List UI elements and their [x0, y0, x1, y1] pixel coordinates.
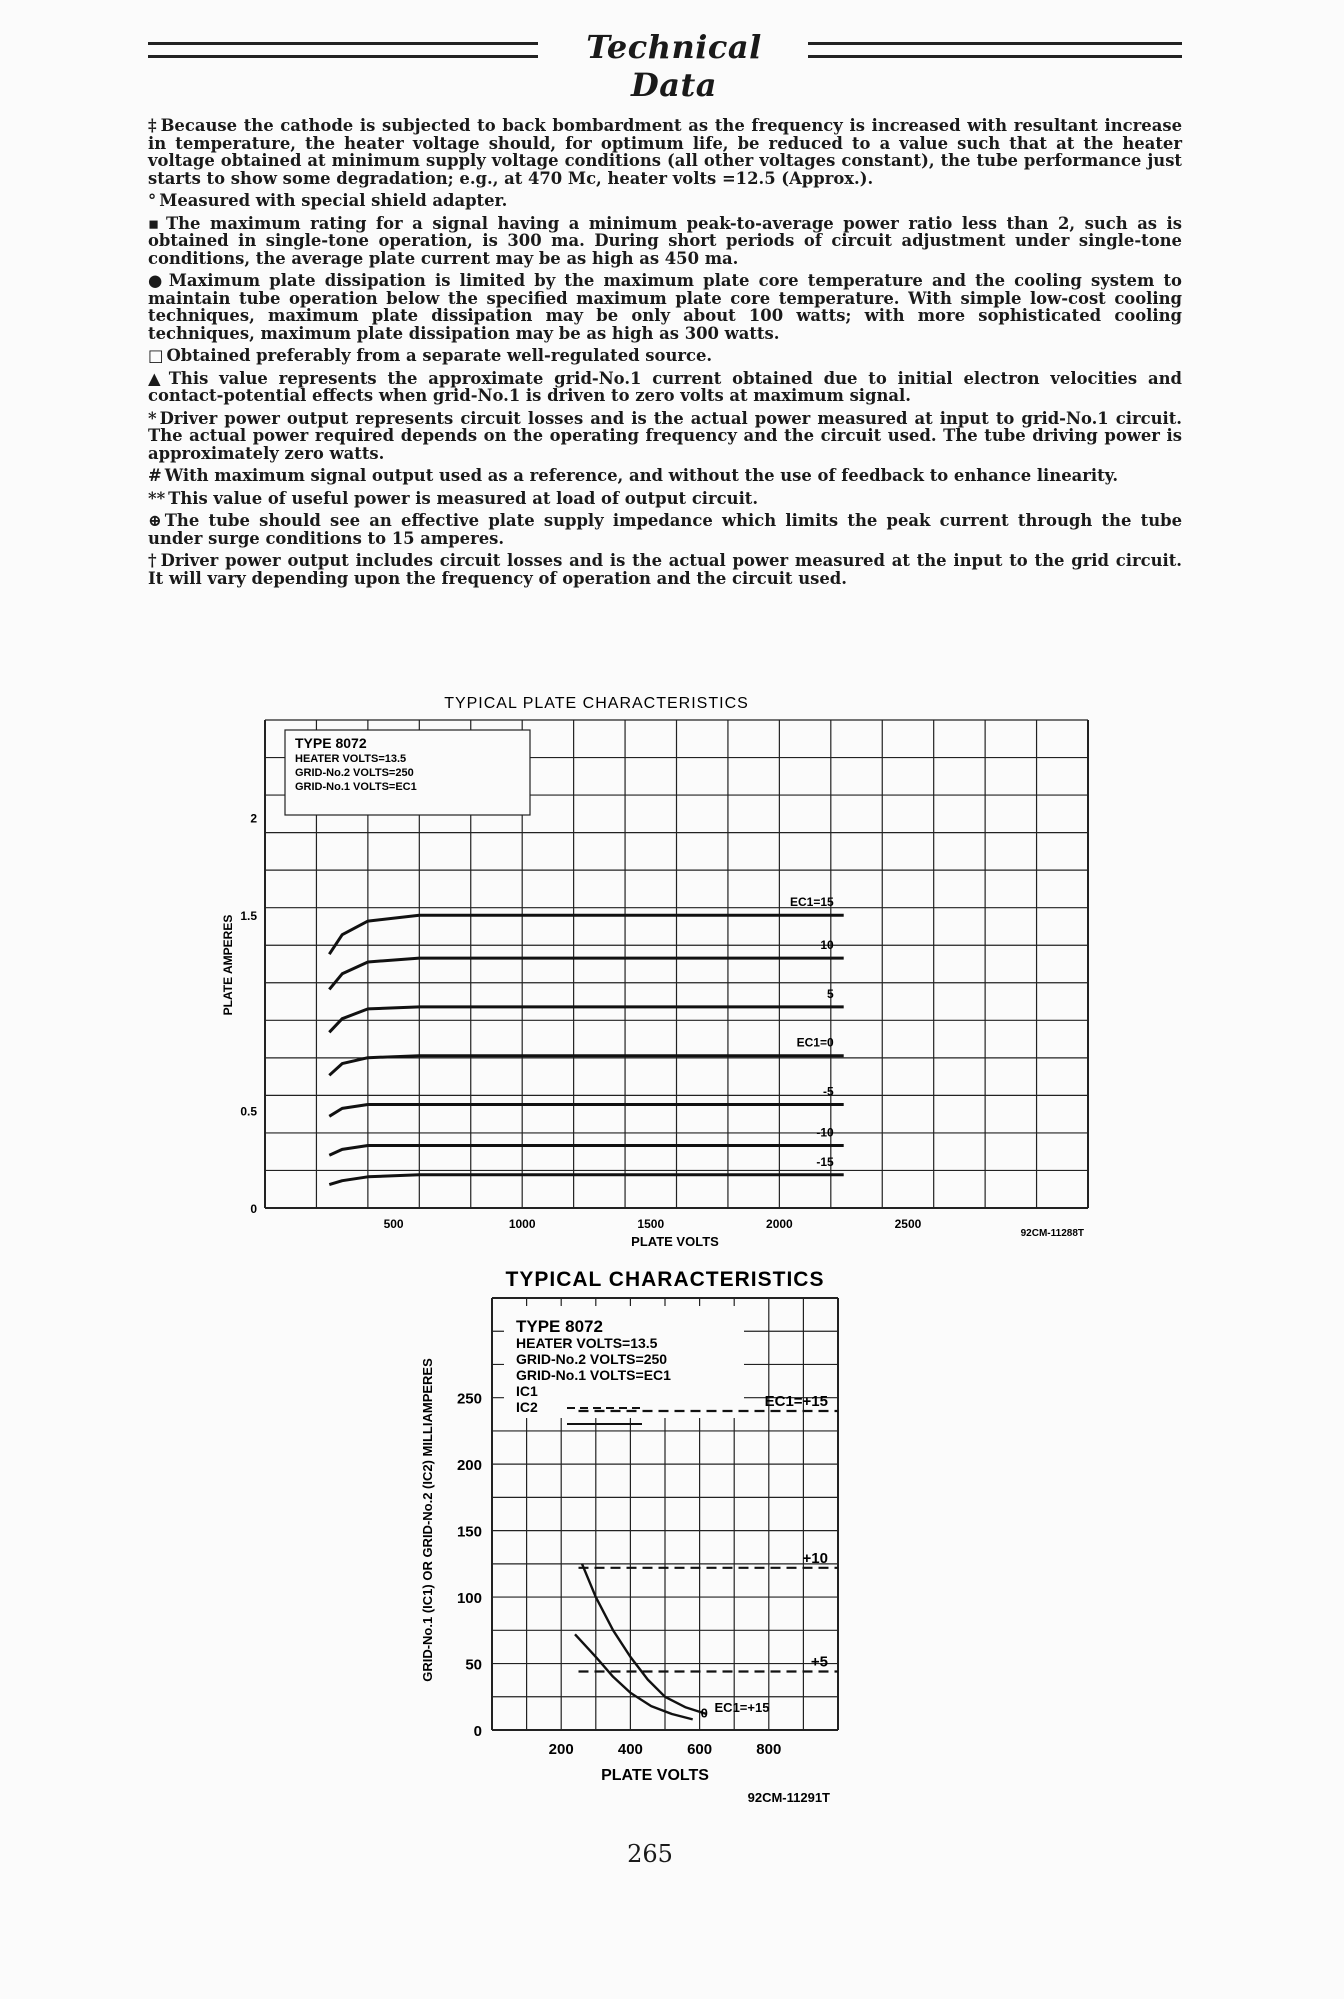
chart-2-series-line — [575, 1634, 693, 1719]
footnote-text: Driver power output includes circuit losses and is the actual power measured at the input to the grid circuit. It will vary depending upon the frequency of operation and the circuit used. — [148, 551, 1183, 588]
chart-2-legend-line: GRID-No.1 VOLTS=EC1 — [516, 1367, 671, 1383]
footnote-text: This value of useful power is measured at load of output circuit. — [168, 488, 759, 508]
chart-1-x-tick-label: 500 — [383, 1217, 404, 1231]
chart-1-code: 92CM-11288T — [1020, 1228, 1084, 1239]
chart-1-series-line — [329, 1056, 843, 1076]
chart-1-y-tick-label: 0 — [250, 1202, 257, 1216]
chart-1-x-tick-label: 1500 — [637, 1217, 665, 1231]
chart-2-series-label: EC1=+15 — [764, 1392, 828, 1410]
chart-2-series-line — [582, 1564, 707, 1714]
chart-1-x-tick-label: 1000 — [508, 1217, 536, 1231]
footnote-text: Measured with special shield adapter. — [159, 191, 508, 210]
chart-1-legend-line: GRID-No.2 VOLTS=250 — [295, 767, 414, 779]
footnote-symbol: ° — [148, 191, 157, 210]
footnote-text: Driver power output represents circuit losses and is the actual power measured at input to grid-No.1 circuit. The actual power required depends on the operating frequency and the circuit used. The tube driving power is approximately zero watts. — [148, 408, 1182, 463]
chart-1-x-tick-label: 2500 — [894, 1217, 922, 1231]
chart-2-x-label: PLATE VOLTS — [601, 1767, 709, 1784]
chart-1-title: TYPICAL PLATE CHARACTERISTICS — [444, 695, 749, 712]
chart-2-title: TYPICAL CHARACTERISTICS — [505, 1268, 825, 1291]
chart-1-series-line — [329, 915, 843, 954]
chart-2-y-tick-label: 0 — [473, 1723, 482, 1740]
chart-1-y-tick-label: 2 — [250, 811, 257, 826]
chart-1-series-label: -10 — [816, 1125, 834, 1140]
chart-1-series-line — [329, 1007, 843, 1032]
chart-1-series-line — [329, 1175, 843, 1185]
footnote-symbol: ⊕ — [148, 511, 162, 530]
chart-1-y-label: PLATE AMPERES — [221, 914, 235, 1016]
chart-1-series-label: EC1=15 — [789, 895, 834, 910]
chart-2-series-label: 0 — [700, 1705, 708, 1721]
footnote-text: Maximum plate dissipation is limited by the maximum plate core temperature and the cooling system to maintain tube operation below the specified maximum plate core temperature. With simple low-cost cooling techniques, maximum plate dissipation may be only about 100 watts; with more sophisticated cooling techniques, maximum plate dissipation may be as high as 300 watts. — [148, 271, 1182, 343]
chart-2-y-label: GRID-No.1 (IC1) OR GRID-No.2 (IC2) MILLIAMPERES — [420, 1358, 435, 1682]
chart-1-series-label: -5 — [823, 1084, 834, 1099]
chart-2-x-tick-label: 400 — [617, 1741, 643, 1758]
chart-2-legend-line: HEATER VOLTS=13.5 — [516, 1335, 658, 1351]
chart-1-y-tick-label: 0.5 — [240, 1104, 257, 1119]
footnote-text: Because the cathode is subjected to back bombardment as the frequency is increased with resultant increase in temperature, the heater voltage should, for optimum life, be reduced to a value such that at the heater voltage obtained at minimum supply voltage conditions (all other voltages constant), the tube performance just starts to show some degradation; e.g., at 470 Mc, heater volts =12.5 (Approx.). — [148, 116, 1182, 188]
footnote-text: The tube should see an effective plate supply impedance which limits the peak current through the tube under surge conditions to 15 amperes. — [148, 511, 1182, 548]
chart-2 — [420, 1268, 838, 1805]
chart-1-series-line — [329, 1105, 843, 1117]
chart-1 — [221, 695, 1088, 1249]
chart-2-y-tick-label: 250 — [456, 1390, 482, 1408]
chart-1-legend-line: TYPE 8072 — [295, 735, 367, 751]
chart-2-series-label: +10 — [802, 1549, 828, 1567]
chart-2-y-tick-label: 100 — [456, 1590, 482, 1608]
chart-1-series-line — [329, 958, 843, 989]
chart-2-series-label: +5 — [810, 1653, 828, 1671]
chart-2-x-tick-label: 200 — [548, 1741, 574, 1758]
footnote-text: With maximum signal output used as a reference, and without the use of feedback to enhance linearity. — [164, 466, 1119, 485]
footnote-symbol: ▲ — [148, 368, 166, 388]
chart-2-y-tick-label: 200 — [456, 1457, 482, 1475]
chart-2-legend-line: TYPE 8072 — [516, 1317, 603, 1336]
chart-2-series-label: EC1=+15 — [714, 1700, 770, 1716]
chart-1-y-tick-label: 1.5 — [240, 909, 257, 924]
chart-1-x-tick-label: 2000 — [766, 1217, 793, 1231]
footnote-text: Obtained preferably from a separate well-regulated source. — [166, 346, 713, 365]
footnote-symbol: □ — [148, 346, 164, 365]
chart-2-legend-line: GRID-No.2 VOLTS=250 — [516, 1351, 668, 1367]
chart-2-legend-line: IC1 — [516, 1383, 538, 1399]
chart-2-code: 92CM-11291T — [747, 1790, 830, 1805]
footnote-symbol: ‡ — [148, 116, 158, 135]
chart-2-x-tick-label: 600 — [687, 1741, 713, 1758]
chart-2-legend-line: IC2 — [516, 1399, 538, 1415]
chart-1-x-label: PLATE VOLTS — [631, 1234, 719, 1249]
chart-1-series-line — [329, 1146, 843, 1156]
chart-1-series-label: EC1=0 — [796, 1035, 834, 1050]
chart-1-legend-line: GRID-No.1 VOLTS=EC1 — [295, 781, 417, 793]
chart-1-series-label: -15 — [816, 1154, 834, 1169]
chart-1-series-label: 10 — [820, 938, 834, 953]
footnote-symbol: # — [148, 466, 162, 485]
chart-2-x-tick-label: 800 — [756, 1741, 782, 1758]
footnote-symbol: * — [148, 408, 157, 428]
footnote-symbol: † — [148, 551, 158, 570]
chart-1-legend-line: HEATER VOLTS=13.5 — [295, 753, 407, 765]
chart-1-series-label: 5 — [826, 986, 834, 1001]
footnote-text: The maximum rating for a signal having a minimum peak-to-average power ratio less than 2, such as is obtained in single-tone operation, is 300 ma. During short periods of circuit adjustment under single-tone conditions, the average plate current may be as high as 450 ma. — [148, 213, 1183, 268]
footnote-symbol: ● — [148, 271, 166, 290]
page-number: 265 — [627, 1840, 673, 1868]
chart-2-y-tick-label: 150 — [456, 1523, 482, 1541]
page-title: Technical Data — [586, 28, 762, 104]
footnote-symbol: ▪ — [148, 213, 163, 233]
chart-2-y-tick-label: 50 — [465, 1656, 482, 1674]
footnote-symbol: ** — [148, 488, 166, 508]
footnote-text: This value represents the approximate grid-No.1 current obtained due to initial electron velocities and contact-potential effects when grid-No.1 is driven to zero volts at maximum signal. — [148, 368, 1182, 405]
